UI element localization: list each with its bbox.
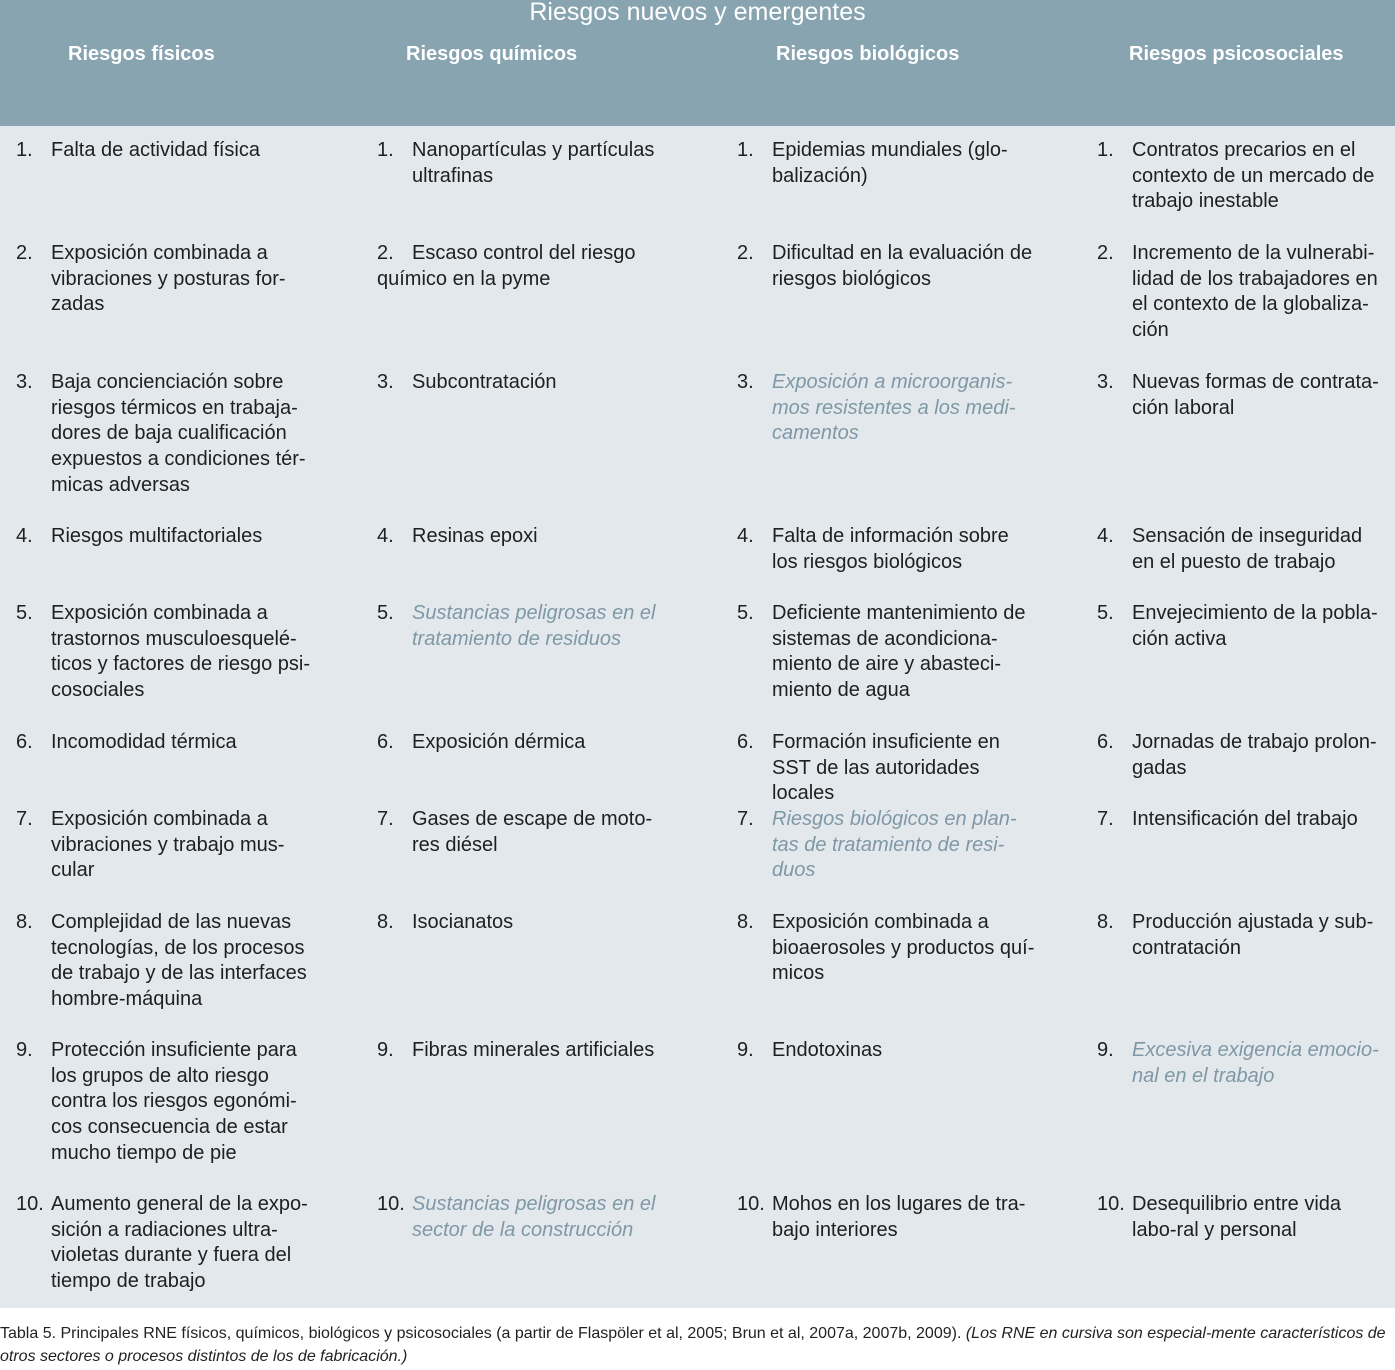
list-item bbox=[737, 138, 1037, 189]
item-number: 9. bbox=[377, 1039, 394, 1061]
item-number: 1. bbox=[16, 139, 33, 161]
item-text: Complejidad de las nuevas tecnologías, de los procesos de trabajo y de las interfaces hombre-máquina bbox=[51, 911, 307, 1011]
item-text: Deficiente mantenimiento de sistemas de acondiciona-miento de aire y abasteci-miento de agua bbox=[772, 602, 1026, 702]
list-item bbox=[1097, 910, 1387, 961]
item-text: Intensificación del trabajo bbox=[1132, 808, 1358, 830]
item-number: 6. bbox=[1097, 731, 1114, 753]
list-item bbox=[737, 601, 1037, 704]
item-number: 1. bbox=[737, 139, 754, 161]
list-item bbox=[737, 807, 1037, 884]
item-text: Exposición combinada a vibraciones y trabajo mus-cular bbox=[51, 808, 285, 882]
list-item bbox=[1097, 807, 1387, 833]
item-number: 7. bbox=[737, 808, 754, 830]
item-number: 3. bbox=[737, 371, 754, 393]
item-text: Contratos precarios en el contexto de un mercado de trabajo inestable bbox=[1132, 139, 1375, 213]
list-item bbox=[377, 524, 677, 550]
item-text: Sensación de inseguridad en el puesto de trabajo bbox=[1132, 525, 1363, 573]
list-item bbox=[377, 1038, 677, 1064]
list-item bbox=[377, 1192, 677, 1243]
item-number: 9. bbox=[1097, 1039, 1114, 1061]
column-header-biologicos: Riesgos biológicos bbox=[776, 43, 960, 65]
table-header bbox=[0, 0, 1395, 126]
item-number: 4. bbox=[737, 525, 754, 547]
list-item bbox=[377, 601, 677, 652]
list-item bbox=[737, 1038, 1037, 1064]
item-text: Sustancias peligrosas en el sector de la construcción bbox=[412, 1193, 656, 1241]
caption-main: Tabla 5. Principales RNE físicos, químicos, biológicos y psicosociales (a partir de Flaspöler et al, 2005; Brun et al, 2007a, 2007b, 2009). bbox=[0, 1325, 966, 1342]
list-item bbox=[16, 524, 316, 550]
item-number: 1. bbox=[377, 139, 394, 161]
item-text: Jornadas de trabajo prolon-gadas bbox=[1132, 731, 1377, 779]
column-header-psicosociales: Riesgos psicosociales bbox=[1129, 43, 1344, 65]
item-text: Dificultad en la evaluación de riesgos biológicos bbox=[772, 242, 1033, 290]
list-item bbox=[377, 370, 677, 396]
list-item bbox=[16, 241, 316, 318]
item-text: Epidemias mundiales (glo-balización) bbox=[772, 139, 1008, 187]
item-text: Exposición combinada a trastornos musculoesquelé-ticos y factores de riesgo psi-cosociales bbox=[51, 602, 310, 702]
list-item bbox=[16, 370, 316, 499]
item-number: 6. bbox=[16, 731, 33, 753]
item-number: 8. bbox=[737, 911, 754, 933]
item-number: 1. bbox=[1097, 139, 1114, 161]
item-number: 9. bbox=[16, 1039, 33, 1061]
list-item bbox=[1097, 1038, 1387, 1089]
item-text: Isocianatos bbox=[412, 911, 514, 933]
item-text: Mohos en los lugares de tra-bajo interiores bbox=[772, 1193, 1026, 1241]
item-number: 7. bbox=[16, 808, 33, 830]
item-number: 4. bbox=[1097, 525, 1114, 547]
item-number: 4. bbox=[16, 525, 33, 547]
item-text: Formación insuficiente en SST de las autoridades locales bbox=[772, 731, 1000, 805]
item-text: Envejecimiento de la pobla-ción activa bbox=[1132, 602, 1378, 650]
list-item bbox=[1097, 138, 1387, 215]
list-item bbox=[16, 601, 316, 704]
item-text: Desequilibrio entre vida labo-ral y personal bbox=[1132, 1193, 1342, 1241]
item-number: 2. bbox=[16, 242, 33, 264]
list-item bbox=[377, 138, 677, 189]
item-number: 2. bbox=[377, 242, 394, 264]
item-text: Riesgos multifactoriales bbox=[51, 525, 263, 547]
list-item bbox=[737, 910, 1037, 987]
item-text: Fibras minerales artificiales bbox=[412, 1039, 655, 1061]
list-item bbox=[16, 1192, 316, 1295]
item-text: Falta de actividad física bbox=[51, 139, 260, 161]
item-number: 3. bbox=[1097, 371, 1114, 393]
item-number: 8. bbox=[377, 911, 394, 933]
item-number: 5. bbox=[16, 602, 33, 624]
item-text: Nanopartículas y partículas ultrafinas bbox=[412, 139, 655, 187]
list-item bbox=[1097, 370, 1387, 421]
item-number: 4. bbox=[377, 525, 394, 547]
list-item bbox=[1097, 241, 1387, 344]
item-number: 5. bbox=[1097, 602, 1114, 624]
item-text: Riesgos biológicos en plan-tas de tratamiento de resi-duos bbox=[772, 808, 1017, 882]
column-header-quimicos: Riesgos químicos bbox=[406, 43, 578, 65]
item-number: 3. bbox=[16, 371, 33, 393]
item-text: Protección insuficiente para los grupos de alto riesgo contra los riesgos egonómi-cos consecuencia de estar mucho tiempo de pie bbox=[51, 1039, 297, 1164]
list-item bbox=[1097, 601, 1387, 652]
item-text: Incremento de la vulnerabi-lidad de los trabajadores en el contexto de la globaliza-ción bbox=[1132, 242, 1378, 342]
list-item bbox=[737, 241, 1037, 292]
list-item bbox=[377, 241, 677, 292]
item-text: Gases de escape de moto-res diésel bbox=[412, 808, 653, 856]
item-text: Exposición dérmica bbox=[412, 731, 586, 753]
list-item bbox=[377, 807, 677, 858]
item-text: Excesiva exigencia emocio-nal en el trabajo bbox=[1132, 1039, 1379, 1087]
list-item bbox=[737, 730, 1037, 807]
item-text: Subcontratación bbox=[412, 371, 557, 393]
item-text: Exposición combinada a vibraciones y posturas for-zadas bbox=[51, 242, 286, 316]
item-text: Nuevas formas de contrata-ción laboral bbox=[1132, 371, 1379, 419]
list-item bbox=[16, 730, 316, 756]
table-title: Riesgos nuevos y emergentes bbox=[529, 0, 866, 26]
list-item bbox=[16, 807, 316, 884]
item-number: 7. bbox=[1097, 808, 1114, 830]
column-header-fisicos: Riesgos físicos bbox=[68, 43, 215, 65]
item-number: 9. bbox=[737, 1039, 754, 1061]
item-text: Endotoxinas bbox=[772, 1039, 883, 1061]
item-text: Baja concienciación sobre riesgos térmicos en trabaja-dores de baja cualificación expuestos a condiciones tér-micas adversas bbox=[51, 371, 306, 496]
item-number: 6. bbox=[737, 731, 754, 753]
item-number: 2. bbox=[737, 242, 754, 264]
list-item bbox=[377, 730, 677, 756]
list-item bbox=[16, 910, 316, 1013]
item-text: Escaso control del riesgo químico en la pyme bbox=[377, 242, 636, 290]
item-number: 10. bbox=[16, 1193, 44, 1215]
list-item bbox=[1097, 524, 1387, 575]
item-number: 2. bbox=[1097, 242, 1114, 264]
item-text: Resinas epoxi bbox=[412, 525, 538, 547]
item-number: 10. bbox=[737, 1193, 765, 1215]
item-text: Incomodidad térmica bbox=[51, 731, 237, 753]
item-number: 8. bbox=[1097, 911, 1114, 933]
list-item bbox=[377, 910, 677, 936]
list-item bbox=[737, 1192, 1037, 1243]
list-item bbox=[16, 138, 316, 164]
item-number: 5. bbox=[377, 602, 394, 624]
item-number: 7. bbox=[377, 808, 394, 830]
item-number: 8. bbox=[16, 911, 33, 933]
item-text: Aumento general de la expo-sición a radiaciones ultra-violetas durante y fuera del tiempo de trabajo bbox=[51, 1193, 308, 1293]
item-text: Exposición combinada a bioaerosoles y productos quí-micos bbox=[772, 911, 1035, 985]
item-number: 6. bbox=[377, 731, 394, 753]
item-text: Falta de información sobre los riesgos biológicos bbox=[772, 525, 1009, 573]
item-text: Exposición a microorganis-mos resistentes a los medi-camentos bbox=[772, 371, 1016, 445]
list-item bbox=[737, 370, 1037, 447]
list-item bbox=[1097, 730, 1387, 781]
list-item bbox=[1097, 1192, 1387, 1243]
list-item bbox=[16, 1038, 316, 1167]
list-item bbox=[737, 524, 1037, 575]
item-number: 10. bbox=[377, 1193, 405, 1215]
item-number: 5. bbox=[737, 602, 754, 624]
item-number: 3. bbox=[377, 371, 394, 393]
caption-note: (Los RNE en cursiva son especial-mente característicos de otros sectores o procesos distintos de los de fabricación.) bbox=[0, 1325, 1386, 1365]
item-text: Producción ajustada y sub-contratación bbox=[1132, 911, 1374, 959]
item-text: Sustancias peligrosas en el tratamiento de residuos bbox=[412, 602, 656, 650]
table-caption bbox=[0, 1322, 1395, 1368]
item-number: 10. bbox=[1097, 1193, 1125, 1215]
